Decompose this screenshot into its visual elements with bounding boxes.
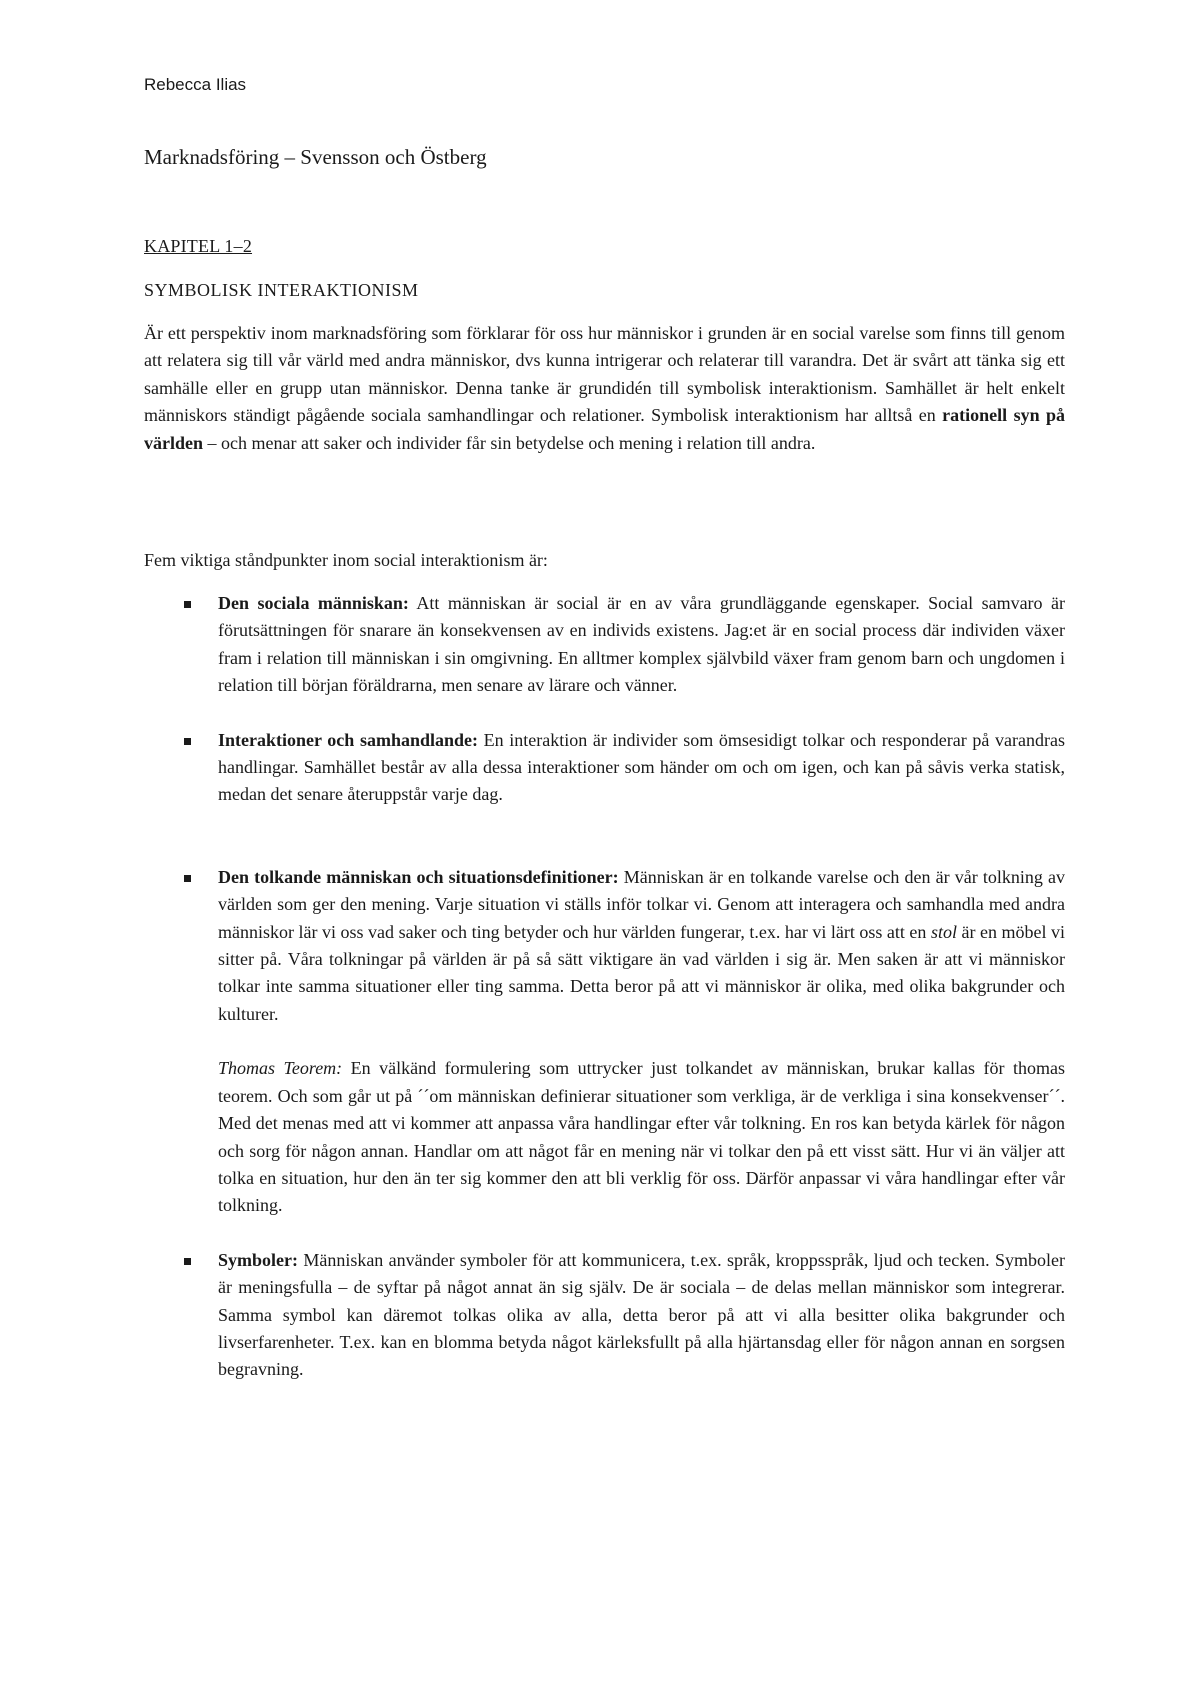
bullet-square-icon [184,738,191,745]
list-item [144,727,1065,809]
list-item-term: Den sociala människan: [218,593,409,613]
thomas-theorem-paragraph [218,1055,1065,1219]
intro-text-2: – och menar att saker och individer får sin betydelse och mening i relation till andra. [203,432,816,453]
list-item [144,1247,1065,1384]
list-item-italic-word: stol [930,921,957,942]
list-item-text [218,590,1065,700]
list-item-body: Att människan är social är en av våra grundläggande egenskaper. Social samvaro är förutsättningen för snarare än konsekvensen av en individs existens. Jag:et är en social process där individen växer fram i relation till människan i sin omgivning. En alltmer komplex självbild växer fram genom barn och ungdomen i relation till början föräldrarna, men senare av lärare och vänner. [218,593,1065,696]
bullet-square-icon [184,875,191,882]
list-item-text [218,864,1065,1028]
list-item [144,864,1065,1220]
list-item-term: Interaktioner och samhandlande: [218,729,478,750]
bullet-square-icon [184,1258,191,1265]
bullet-square-icon [184,601,191,608]
thomas-theorem-text: En välkänd formulering som uttrycker just tolkandet av människan, brukar kallas för thomas teorem. Och som går ut på ´´om människan definierar situationer som verkliga, är de verkliga i sina konsekvenser´´. Med det menas med att vi kommer att anpassa våra handlingar efter vår tolkning. En ros kan betyda kärlek för någon och sorg för någon annan. Handlar om att något får en mening när vi tolkar den på ett visst sätt. Hur vi än väljer att tolka en situation, hur den än ter sig kommer den att bli verklig för oss. Därför anpassar vi våra handlingar efter vår tolkning. [218,1058,1065,1216]
section-heading: SYMBOLISK INTERAKTIONISM [144,280,419,300]
list-item-body: Människan använder symboler för att kommunicera, t.ex. språk, kroppsspråk, ljud och tecken. Symboler är meningsfulla – de syftar på något annat än sig själv. De är sociala – de delas mellan människor som integrerar. Samma symbol kan däremot tolkas olika av alla, detta beror på att vi alla besitter olika bakgrunder och livserfarenheter. T.ex. kan en blomma betyda något kärleksfullt på alla hjärtansdag eller för någon annan en sorgsen begravning. [218,1249,1065,1380]
list-item-term: Den tolkande människan och situationsdefinitioner: [218,866,619,887]
document-title: Marknadsföring – Svensson och Östberg [144,145,487,169]
list-item-body-1: Människan är en tolkande varelse och den är vår tolkning av världen som ger den mening. Varje situation vi ställs inför tolkar vi. Genom att interagera och samhandla med andra människor lär vi oss vad saker och ting betyder och hur världen fungerar, t.ex. har vi lärt oss att en [218,866,1065,942]
list-item-body-2: är en möbel vi sitter på. Våra tolkningar på världen är på så sätt viktigare än vad världen i sig är. Men saken är att vi människor tolkar inte samma situationer eller ting samma. Detta beror på att vi människor är olika, med olika bakgrunder och kulturer. [218,921,1065,1024]
list-item-term: Symboler: [218,1249,298,1270]
list-lead-in: Fem viktiga ståndpunkter inom social interaktionism är: [144,550,548,570]
list-item-text [218,727,1065,809]
list-item-body: En interaktion är individer som ömsesidigt tolkar och responderar på varandras handlingar. Samhället består av alla dessa interaktioner som händer om och om igen, och kan på såvis verka statisk, medan det senare återuppstår varje dag. [218,729,1065,805]
intro-paragraph [144,320,1065,457]
intro-bold-phrase: rationell syn på världen [144,405,1065,453]
chapter-heading: KAPITEL 1–2 [144,236,253,256]
thomas-theorem-label: Thomas Teorem: [218,1058,343,1079]
author-name: Rebecca Ilias [144,75,247,94]
standpoints-list [144,590,1065,1384]
list-item-text [218,1247,1065,1384]
intro-text-1: Är ett perspektiv inom marknadsföring som förklarar för oss hur människor i grunden är en social varelse som finns till genom att relatera sig till vår värld med andra människor, dvs kunna intrigerar och relaterar till varandra. Det är svårt att tänka sig ett samhälle eller en grupp utan människor. Denna tanke är grundidén till symbolisk interaktionism. Samhället är helt enkelt människors ständigt pågående sociala samhandlingar och relationer. Symbolisk interaktionism har alltså en [144,323,1065,426]
list-item [144,590,1065,700]
